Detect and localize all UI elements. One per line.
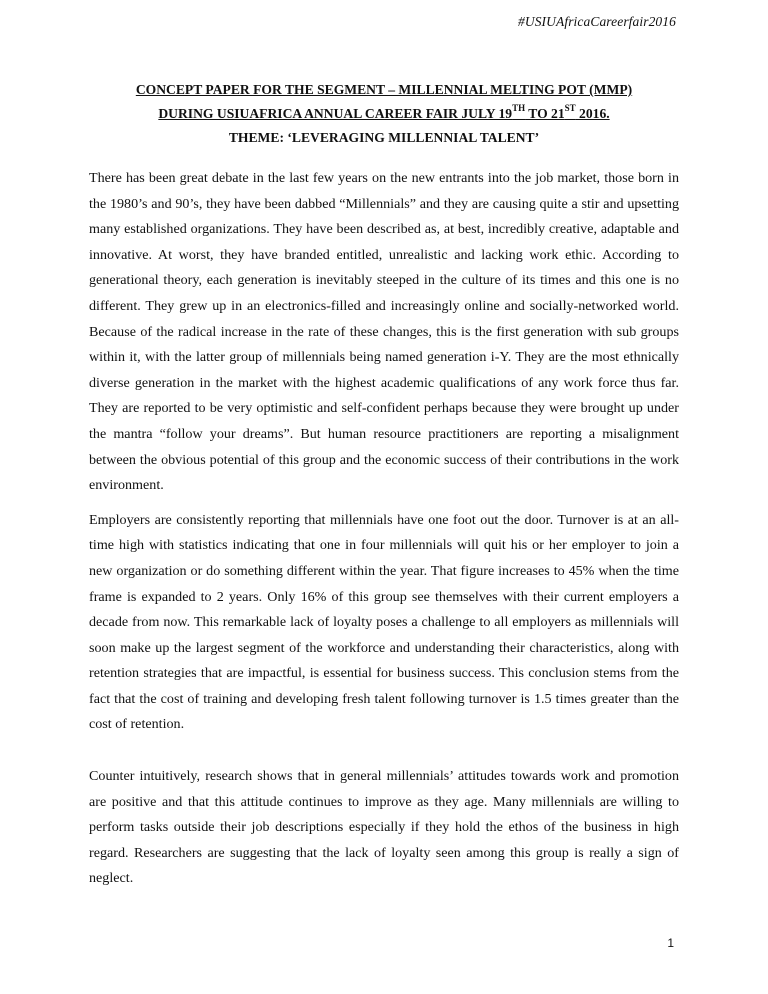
title-block <box>88 78 680 150</box>
title-line-2-text <box>158 103 610 121</box>
body-text <box>89 166 679 892</box>
paragraph-3: Counter intuitively, research shows that in general millennials’ attitudes towards work and promotion are positive and that this attitude continues to improve as they age. Many millennials are willing to perform tasks outside their job descriptions especially if they hold the ethos of the business in high regard. Researchers are suggesting that the lack of loyalty seen among this group is really a sign of neglect. <box>89 768 679 887</box>
title-line-2-post: 2016. <box>575 106 610 121</box>
title-theme: THEME: ‘LEVERAGING MILLENNIAL TALENT’ <box>228 130 540 145</box>
paragraph-1: There has been great debate in the last few years on the new entrants into the job market, those born in the 1980’s and 90’s, they have been dabbed “Millennials” and they are causing quite a stir and upsetting many established organizations. They have been described as, at best, incredibly creative, adaptable and innovative. At worst, they have branded entitled, unrealistic and lacking work ethic. According to generational theory, each generation is inevitably steeped in the culture of its times and this one is no different. They grew up in an electronics-filled and increasingly online and socially-networked world. Because of the radical increase in the rate of these changes, this is the first generation with sub groups within it, with the latter group of millennials being named generation i-Y. They are the most ethnically diverse generation in the market with the highest academic qualifications of any work force thus far. They are reported to be very optimistic and self-confident perhaps because they were brought up under the mantra “follow your dreams”. But human resource practitioners are reporting a misalignment between the obvious potential of this group and the economic success of their contributions in the work environment. <box>89 170 679 494</box>
title-line-2-mid: TO 21 <box>525 106 565 121</box>
title-line-2 <box>88 102 680 126</box>
paragraph-2: Employers are consistently reporting that millennials have one foot out the door. Turnover is at an all-time high with statistics indicating that one in four millennials will quit his or her employer to join a new organization or do something different within the year. That figure increases to 45% when the time frame is expanded to 2 years. Only 16% of this group see themselves with their current employers a decade from now. This remarkable lack of loyalty poses a challenge to all employers as millennials will soon make up the largest segment of the workforce and understanding their characteristics, along with retention strategies that are impactful, is essential for business success. This conclusion stems from the fact that the cost of training and developing fresh talent following turnover is 1.5 times greater than the cost of retention. <box>89 511 679 733</box>
title-sup-st: ST <box>564 103 576 114</box>
title-line-2-pre: DURING USIUAFRICA ANNUAL CAREER FAIR JULY 19 <box>158 106 513 121</box>
title-sup-th: TH <box>512 103 526 114</box>
title-line-1-text: CONCEPT PAPER FOR THE SEGMENT – MILLENNIAL MELTING POT (MMP) <box>135 82 633 97</box>
header-hashtag: #USIUAfricaCareerfair2016 <box>518 14 676 29</box>
title-line-1 <box>88 78 680 102</box>
page-number: 1 <box>667 936 674 950</box>
